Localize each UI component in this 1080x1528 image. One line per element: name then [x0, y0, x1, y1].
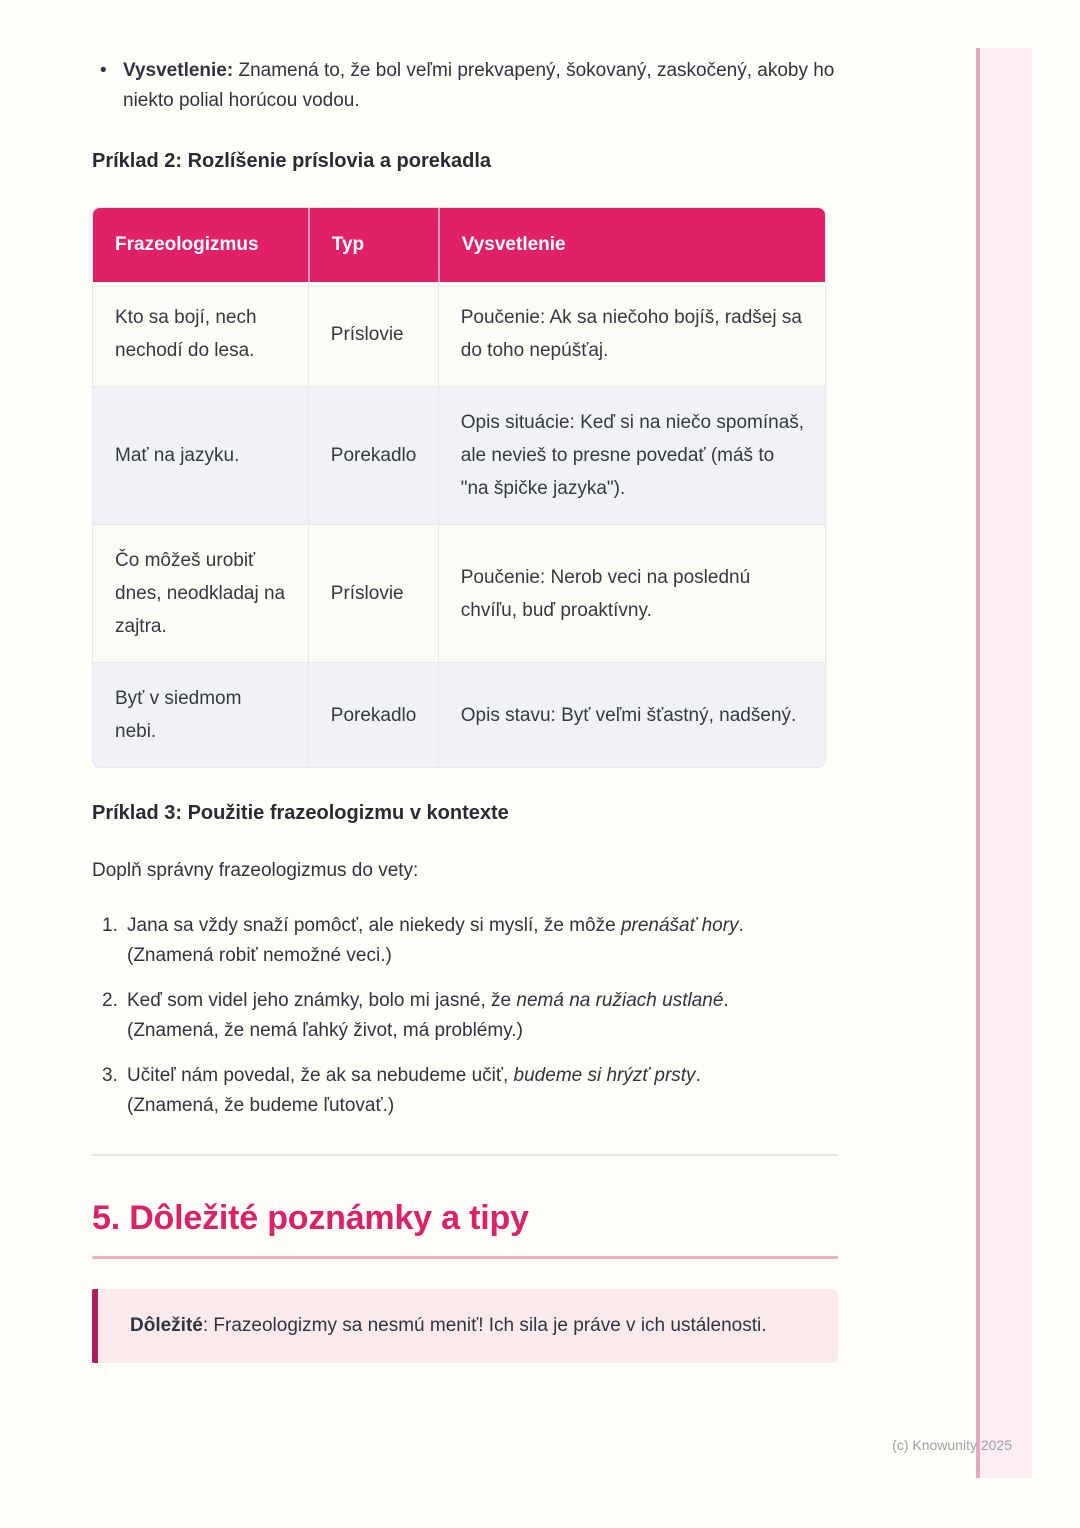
sentence-idiom: budeme si hrýzť prsty — [513, 1065, 696, 1086]
cell-type: Príslovie — [308, 524, 438, 662]
list-item — [92, 1061, 838, 1121]
explanation-text: Znamená to, že bol veľmi prekvapený, šokovaný, zaskočený, akoby ho niekto polial horúcou vodou. — [123, 60, 835, 111]
list-item — [92, 911, 838, 971]
page-accent-stripe-panel — [980, 48, 1032, 1478]
example3-heading: Príklad 3: Použitie frazeologizmu v kontexte — [92, 802, 509, 824]
table-header — [93, 208, 825, 282]
table-header-row — [93, 208, 825, 282]
cell-phrase: Čo môžeš urobiť dnes, neodkladaj na zajtra. — [93, 524, 308, 662]
cell-phrase: Mať na jazyku. — [93, 386, 308, 524]
sentence-pre: Keď som videl jeho známky, bolo mi jasné, že — [127, 990, 517, 1011]
explanation-bullet-list — [92, 56, 838, 116]
fill-in-list — [92, 911, 838, 1121]
sentence-idiom: prenášať hory — [620, 915, 739, 936]
explanation-label: Vysvetlenie: — [123, 60, 234, 81]
sentence-pre: Jana sa vždy snaží pomôcť, ale niekedy si myslí, že môže — [127, 915, 621, 936]
table-row — [93, 386, 825, 524]
cell-phrase: Kto sa bojí, nech nechodí do lesa. — [115, 307, 257, 361]
cell-type: Príslovie — [308, 282, 438, 386]
example2-heading: Príklad 2: Rozlíšenie príslovia a porekadla — [92, 150, 492, 172]
cell-type: Porekadlo — [308, 386, 438, 524]
cell-explanation: Poučenie: Nerob veci na poslednú chvíľu, buď proaktívny. — [438, 524, 825, 662]
section-divider — [92, 1154, 838, 1156]
sentence-idiom: nemá na ružiach ustlané — [516, 990, 724, 1011]
sentence-post: . — [723, 990, 729, 1011]
copyright-footer: (c) Knowunity 2025 — [892, 1437, 1012, 1453]
fill-in-intro: Doplň správny frazeologizmus do vety: — [92, 860, 419, 881]
cell-phrase: Byť v siedmom nebi. — [93, 662, 308, 767]
sentence-post: . — [695, 1065, 701, 1086]
list-item — [92, 986, 838, 1046]
cell-explanation: Poučenie: Ak sa niečoho bojíš, radšej sa do toho nepúšťaj. — [438, 282, 825, 386]
explanation-bullet-item — [92, 56, 838, 116]
callout-text: : Frazeologizmy sa nesmú meniť! Ich sila je práve v ich ustálenosti. — [202, 1315, 767, 1336]
column-header-vysvetlenie: Vysvetlenie — [438, 208, 825, 282]
sentence-note: (Znamená robiť nemožné veci.) — [127, 945, 392, 966]
cell-type: Porekadlo — [308, 662, 438, 767]
important-callout — [92, 1289, 838, 1363]
table-row — [93, 524, 825, 662]
sentence-pre: Učiteľ nám povedal, že ak sa nebudeme učiť, — [127, 1065, 514, 1086]
idiom-comparison-table — [92, 207, 826, 768]
sentence-note: (Znamená, že budeme ľutovať.) — [127, 1095, 395, 1116]
sentence-note: (Znamená, že nemá ľahký život, má problémy.) — [127, 1020, 523, 1041]
cell-explanation: Opis stavu: Byť veľmi šťastný, nadšený. — [438, 662, 825, 767]
document-content — [92, 0, 838, 1363]
table-row — [93, 662, 825, 767]
cell-explanation: Opis situácie: Keď si na niečo spomínaš, ale nevieš to presne povedať (máš to "na špičke jazyka"). — [438, 386, 825, 524]
column-header-frazeologizmus: Frazeologizmus — [93, 208, 308, 282]
heading-underline — [92, 1256, 838, 1259]
section5-heading: 5. Dôležité poznámky a tipy — [92, 1199, 529, 1237]
table-row — [93, 282, 825, 386]
sentence-post: . — [738, 915, 744, 936]
table-body — [93, 282, 825, 767]
callout-label: Dôležité — [130, 1315, 203, 1336]
column-header-typ: Typ — [308, 208, 438, 282]
